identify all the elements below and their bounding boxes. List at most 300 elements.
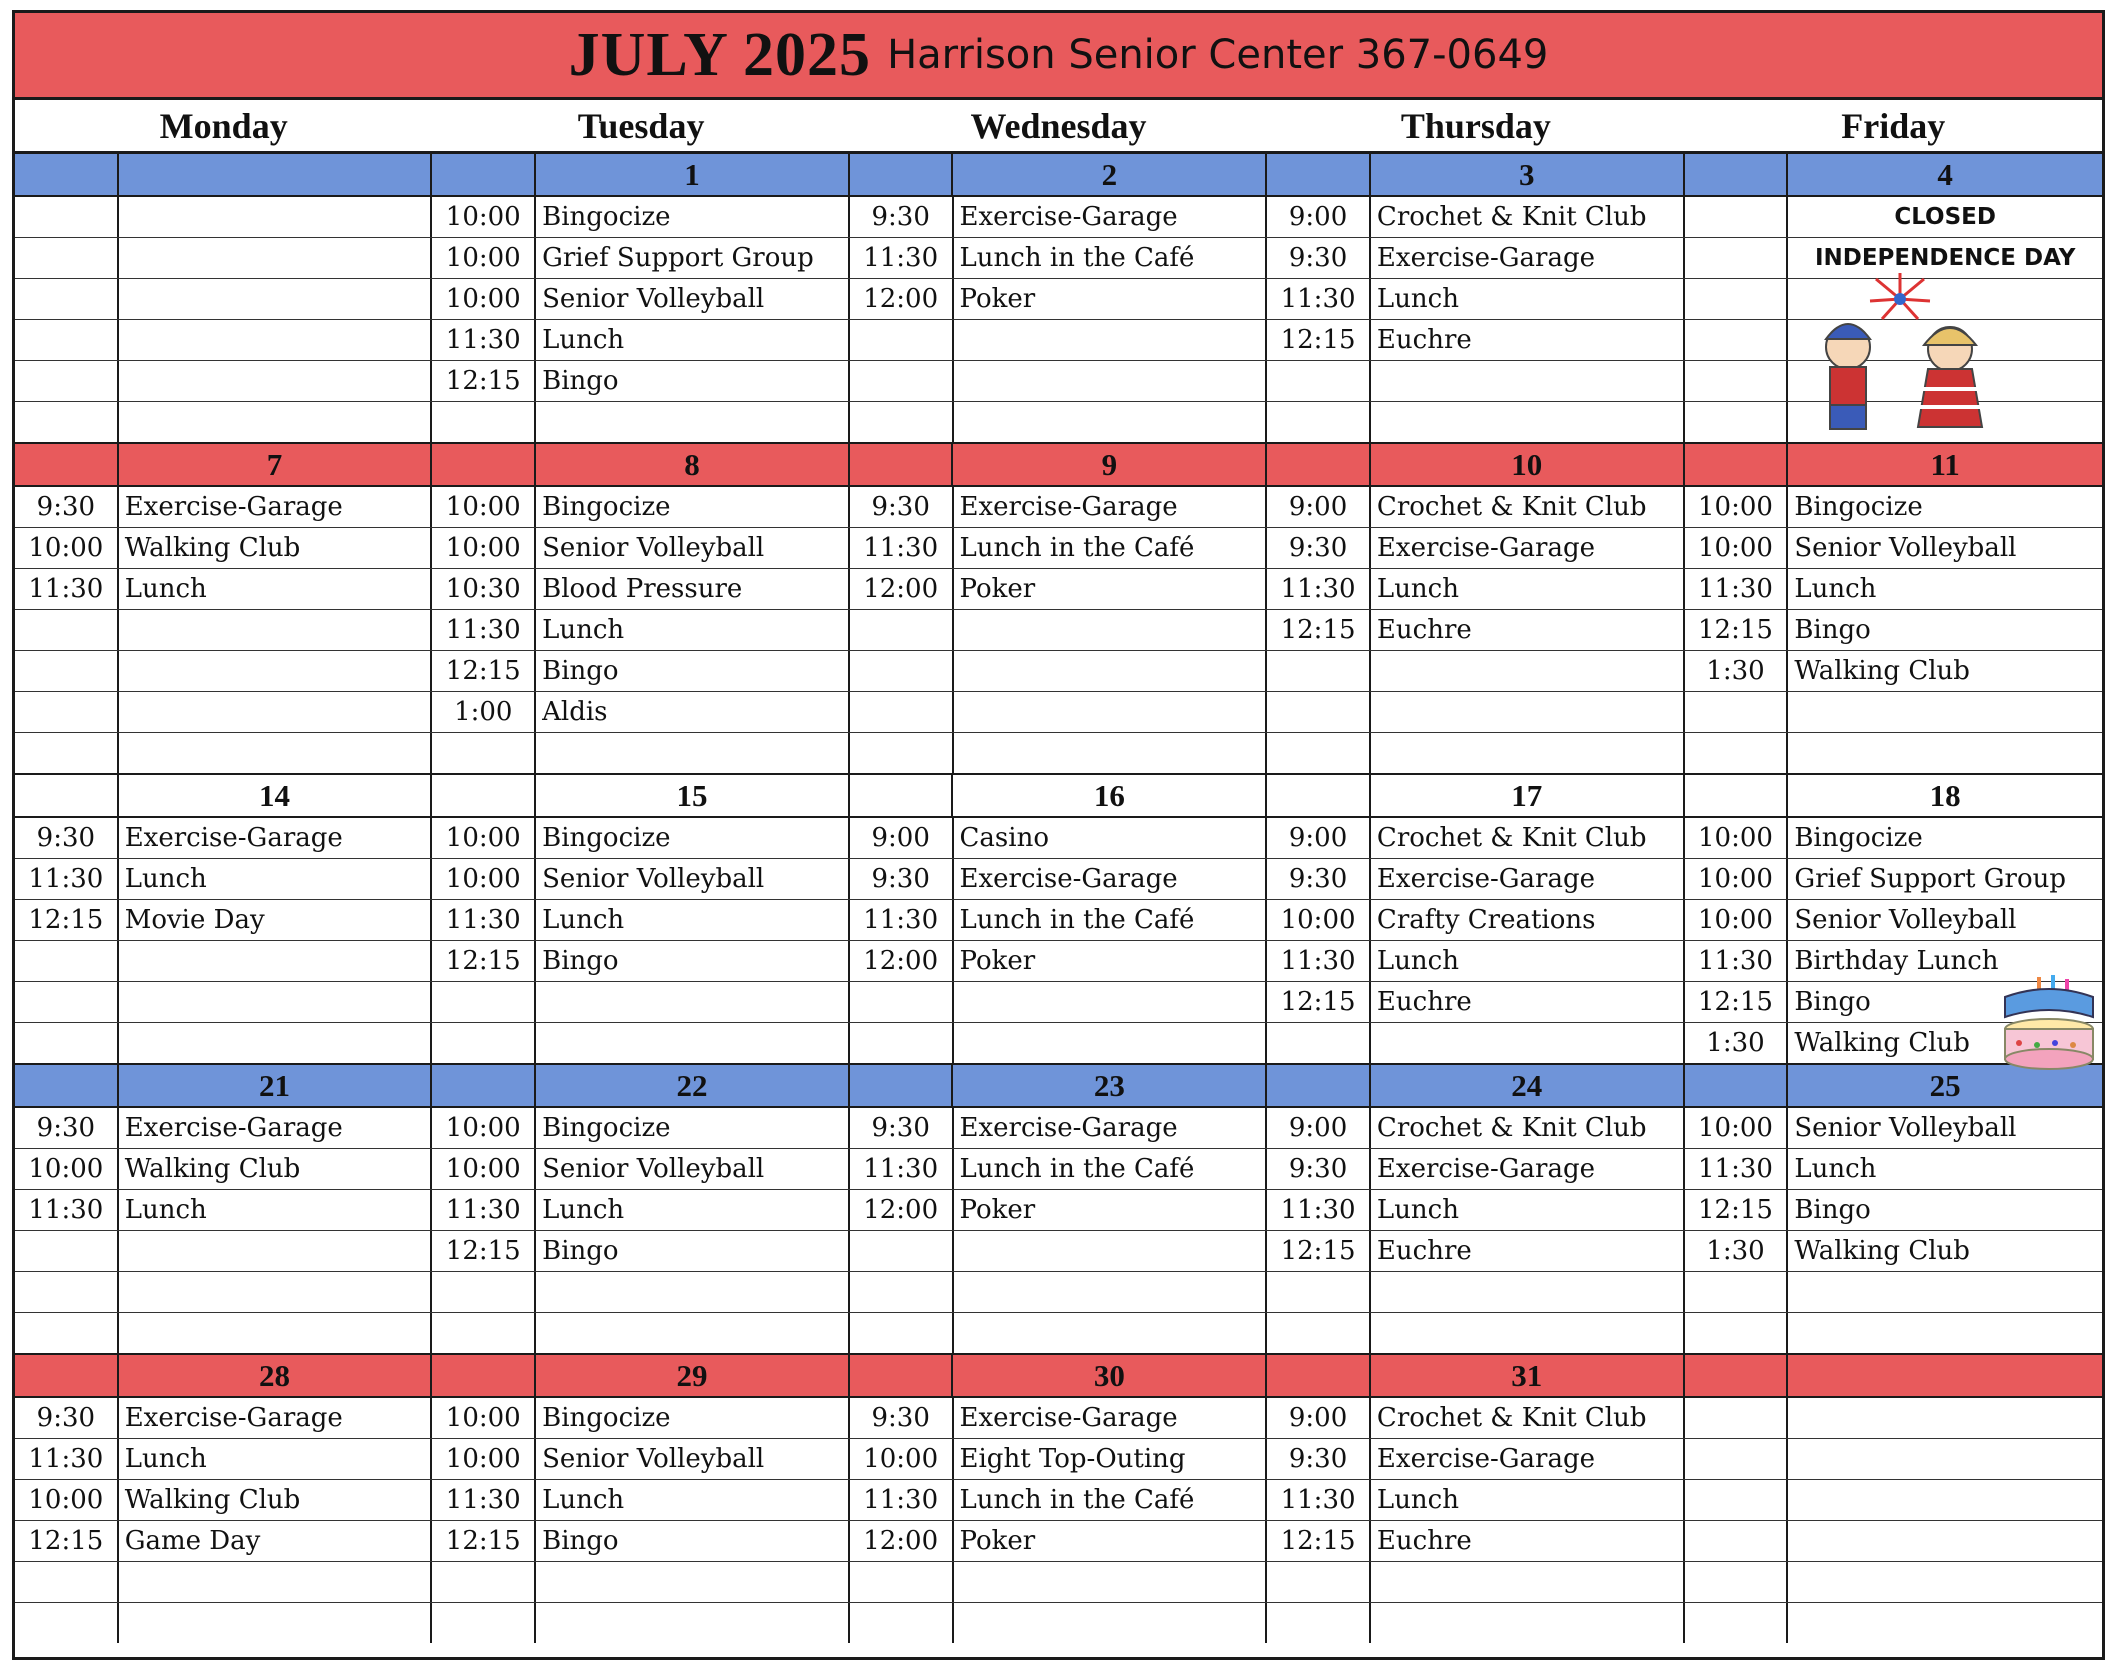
date-band-time-spacer [1267,444,1371,485]
schedule-row [15,1313,2102,1353]
event-activity-tuesday: Bingocize [536,487,850,527]
date-number: 24 [1371,1065,1685,1106]
event-time-monday [15,1603,119,1643]
date-number [1788,1355,2102,1396]
event-time-friday [1685,361,1789,401]
date-band-time-spacer [432,1355,536,1396]
schedule-row [15,487,2102,528]
event-time-thursday [1267,692,1371,732]
event-activity-monday [119,1231,433,1271]
date-number: 7 [119,444,433,485]
event-time-friday: 12:15 [1685,610,1789,650]
event-time-friday [1685,1562,1789,1602]
event-time-thursday: 11:30 [1267,569,1371,609]
event-time-monday [15,692,119,732]
event-time-wednesday: 11:30 [850,528,954,568]
event-time-monday [15,197,119,237]
event-time-thursday: 12:15 [1267,982,1371,1022]
event-activity-tuesday: Lunch [536,610,850,650]
event-time-wednesday: 9:30 [850,1398,954,1438]
event-time-monday [15,1231,119,1271]
event-activity-thursday [1371,1313,1685,1353]
event-time-friday: 10:00 [1685,900,1789,940]
event-time-tuesday: 11:30 [432,320,536,360]
event-activity-monday: Lunch [119,859,433,899]
event-activity-thursday: Euchre [1371,610,1685,650]
event-activity-wednesday [954,1562,1268,1602]
event-activity-wednesday: Lunch in the Café [954,1480,1268,1520]
event-time-thursday: 11:30 [1267,1480,1371,1520]
event-activity-friday [1788,1603,2102,1643]
event-activity-tuesday: Bingo [536,651,850,691]
date-number: 23 [953,1065,1267,1106]
event-time-monday: 12:15 [15,1521,119,1561]
event-time-wednesday: 12:00 [850,279,954,319]
event-activity-wednesday: Lunch in the Café [954,528,1268,568]
date-number: 17 [1371,775,1685,816]
event-activity-friday: Bingocize [1794,823,1923,853]
date-number: 30 [953,1355,1267,1396]
event-time-monday [15,982,119,1022]
event-activity-monday [119,733,433,773]
schedule-row [15,361,2102,402]
event-time-thursday: 9:00 [1267,1108,1371,1148]
event-time-monday: 10:00 [15,528,119,568]
event-time-monday [15,610,119,650]
schedule-row [15,569,2102,610]
birthday-cake-icon [1997,973,2101,1077]
weekday-header [15,100,2102,154]
schedule-row [15,197,2102,238]
schedule-row [15,692,2102,733]
event-activity-thursday [1371,1023,1685,1063]
event-activity-wednesday: Poker [954,941,1268,981]
event-activity-friday [1788,733,2102,773]
event-activity-thursday: Euchre [1371,1521,1685,1561]
event-time-wednesday [850,651,954,691]
event-activity-monday [119,197,433,237]
event-activity-wednesday [954,692,1268,732]
event-activity-thursday: Exercise-Garage [1371,859,1685,899]
event-activity-wednesday: Poker [954,1521,1268,1561]
event-time-wednesday [850,692,954,732]
event-time-wednesday: 12:00 [850,1190,954,1230]
event-activity-thursday: Lunch [1371,1480,1685,1520]
event-time-monday [15,279,119,319]
date-number: 2 [953,154,1267,195]
event-activity-thursday: Crafty Creations [1371,900,1685,940]
event-time-tuesday [432,1272,536,1312]
event-activity-thursday: Crochet & Knit Club [1371,1398,1685,1438]
event-activity-tuesday: Aldis [536,692,850,732]
event-time-thursday: 12:15 [1267,1521,1371,1561]
event-activity-friday: Walking Club [1794,1028,1970,1058]
date-number: 8 [536,444,850,485]
event-activity-friday: Bingocize [1794,492,1923,522]
event-activity-wednesday: Exercise-Garage [954,197,1268,237]
event-time-friday: 12:15 [1685,982,1789,1022]
event-activity-wednesday: Exercise-Garage [954,487,1268,527]
date-band-time-spacer [1685,444,1789,485]
event-activity-wednesday: Lunch in the Café [954,900,1268,940]
event-time-tuesday [432,982,536,1022]
event-time-monday: 11:30 [15,569,119,609]
event-time-wednesday [850,982,954,1022]
date-band-time-spacer [15,1355,119,1396]
event-time-wednesday [850,1603,954,1643]
event-activity-thursday: Euchre [1371,1231,1685,1271]
event-activity-tuesday: Bingocize [536,1108,850,1148]
event-time-monday: 11:30 [15,1439,119,1479]
event-activity-tuesday [536,1023,850,1063]
event-activity-monday: Lunch [119,1439,433,1479]
schedule-row [15,1439,2102,1480]
event-activity-tuesday: Senior Volleyball [536,1439,850,1479]
event-activity-tuesday: Lunch [536,900,850,940]
event-activity-wednesday [954,1313,1268,1353]
week-4 [15,1065,2102,1355]
event-time-monday [15,1023,119,1063]
event-time-tuesday: 10:00 [432,1439,536,1479]
event-activity-friday: Grief Support Group [1794,864,2066,894]
event-activity-friday [1788,1313,2102,1353]
event-time-friday [1685,1603,1789,1643]
event-time-friday [1685,1313,1789,1353]
date-number: 14 [119,775,433,816]
event-activity-friday: Senior Volleyball [1794,905,2017,935]
event-time-tuesday: 10:00 [432,1108,536,1148]
event-time-thursday: 9:30 [1267,528,1371,568]
event-time-tuesday: 12:15 [432,361,536,401]
closed-notice: CLOSED [1894,204,1996,230]
date-band [15,1065,2102,1108]
schedule-row [15,610,2102,651]
event-time-friday [1685,1480,1789,1520]
event-activity-thursday: Crochet & Knit Club [1371,818,1685,858]
event-time-tuesday [432,1562,536,1602]
date-band [15,1355,2102,1398]
event-activity-thursday: Lunch [1371,941,1685,981]
event-time-friday [1685,1521,1789,1561]
event-time-friday [1685,197,1789,237]
event-activity-monday: Lunch [119,1190,433,1230]
event-activity-thursday: Exercise-Garage [1371,1439,1685,1479]
event-time-thursday [1267,1313,1371,1353]
date-number: 25 [1929,1067,1961,1103]
event-time-friday: 12:15 [1685,1190,1789,1230]
date-band-time-spacer [1685,1355,1789,1396]
event-time-wednesday [850,1023,954,1063]
event-time-friday: 11:30 [1685,941,1789,981]
day-tuesday: Tuesday [577,105,705,146]
calendar-title-bar [15,13,2102,100]
event-time-thursday: 9:30 [1267,1439,1371,1479]
event-activity-friday: Birthday Lunch [1794,946,1999,976]
event-time-thursday: 12:15 [1267,610,1371,650]
event-time-thursday: 10:00 [1267,900,1371,940]
event-activity-thursday: Exercise-Garage [1371,528,1685,568]
event-time-tuesday [432,733,536,773]
event-time-monday [15,1313,119,1353]
event-time-thursday: 9:30 [1267,859,1371,899]
event-time-friday: 10:00 [1685,487,1789,527]
event-activity-monday: Game Day [119,1521,433,1561]
event-activity-friday [1788,1521,2102,1561]
date-band-time-spacer [1267,154,1371,195]
event-time-monday [15,651,119,691]
independence-day-kids-icon [1800,269,2000,439]
date-band-time-spacer [432,775,536,816]
event-time-wednesday: 9:30 [850,487,954,527]
event-time-friday: 1:30 [1685,1023,1789,1063]
event-activity-thursday: Lunch [1371,569,1685,609]
event-time-tuesday: 10:30 [432,569,536,609]
event-time-wednesday: 11:30 [850,238,954,278]
event-time-monday [15,941,119,981]
date-band-time-spacer [1685,775,1789,816]
event-activity-monday: Movie Day [119,900,433,940]
event-time-monday [15,1562,119,1602]
event-activity-tuesday: Bingo [536,1231,850,1271]
event-activity-wednesday [954,733,1268,773]
date-number: 29 [536,1355,850,1396]
event-time-wednesday: 11:30 [850,900,954,940]
event-time-tuesday [432,1313,536,1353]
event-time-friday [1685,1272,1789,1312]
schedule-row [15,1108,2102,1149]
date-band [15,154,2102,197]
event-activity-thursday [1371,1562,1685,1602]
event-time-tuesday: 11:30 [432,900,536,940]
event-time-tuesday: 10:00 [432,487,536,527]
schedule-row [15,818,2102,859]
event-time-monday [15,733,119,773]
schedule-row [15,1272,2102,1313]
event-time-tuesday: 12:15 [432,1521,536,1561]
event-time-monday: 11:30 [15,1190,119,1230]
event-time-friday: 10:00 [1685,528,1789,568]
event-activity-wednesday [954,1231,1268,1271]
event-time-tuesday: 10:00 [432,1398,536,1438]
event-time-tuesday: 12:15 [432,1231,536,1271]
date-band-time-spacer [850,1065,954,1106]
event-activity-wednesday [954,1603,1268,1643]
event-time-tuesday: 11:30 [432,610,536,650]
event-time-wednesday [850,361,954,401]
event-time-tuesday [432,402,536,442]
event-time-tuesday: 12:15 [432,941,536,981]
event-time-thursday: 12:15 [1267,320,1371,360]
event-time-thursday [1267,1562,1371,1602]
schedule-row [15,402,2102,442]
day-monday: Monday [159,105,288,146]
event-time-wednesday: 10:00 [850,1439,954,1479]
event-time-thursday: 9:00 [1267,487,1371,527]
date-number: 11 [1930,446,1960,482]
event-time-friday: 10:00 [1685,1108,1789,1148]
date-number: 15 [536,775,850,816]
event-activity-thursday: Lunch [1371,1190,1685,1230]
week-2 [15,444,2102,775]
event-activity-thursday: Exercise-Garage [1371,238,1685,278]
event-time-tuesday: 11:30 [432,1190,536,1230]
date-number: 10 [1371,444,1685,485]
schedule-row [15,1023,2102,1063]
event-activity-monday [119,361,433,401]
event-time-tuesday: 10:00 [432,197,536,237]
event-time-monday [15,361,119,401]
event-time-thursday [1267,402,1371,442]
event-time-thursday [1267,1023,1371,1063]
event-time-tuesday: 11:30 [432,1480,536,1520]
event-time-monday [15,1272,119,1312]
event-activity-wednesday: Exercise-Garage [954,1398,1268,1438]
event-time-monday: 9:30 [15,1108,119,1148]
event-time-wednesday [850,402,954,442]
event-activity-wednesday: Exercise-Garage [954,859,1268,899]
event-activity-wednesday [954,982,1268,1022]
event-activity-friday: Senior Volleyball [1794,1113,2017,1143]
event-activity-tuesday [536,733,850,773]
date-band-time-spacer [15,444,119,485]
event-time-wednesday [850,1231,954,1271]
event-time-monday: 9:30 [15,487,119,527]
event-activity-wednesday: Poker [954,1190,1268,1230]
schedule-row [15,1480,2102,1521]
schedule-row [15,1398,2102,1439]
event-activity-tuesday [536,1562,850,1602]
event-activity-tuesday [536,402,850,442]
event-activity-monday [119,1272,433,1312]
schedule-row [15,1149,2102,1190]
event-time-tuesday: 10:00 [432,279,536,319]
day-wednesday: Wednesday [970,105,1147,146]
schedule-row [15,320,2102,361]
event-activity-monday [119,238,433,278]
date-band-time-spacer [1685,154,1789,195]
event-time-tuesday: 1:00 [432,692,536,732]
event-time-monday [15,238,119,278]
date-band-time-spacer [1685,1065,1789,1106]
event-time-tuesday: 12:15 [432,651,536,691]
event-time-friday [1685,320,1789,360]
event-time-monday [15,402,119,442]
event-activity-monday [119,692,433,732]
event-activity-monday: Exercise-Garage [119,1398,433,1438]
date-band-time-spacer [15,154,119,195]
event-time-wednesday: 12:00 [850,569,954,609]
event-time-friday [1685,733,1789,773]
schedule-row [15,651,2102,692]
event-activity-monday [119,982,433,1022]
event-activity-thursday [1371,1603,1685,1643]
event-time-thursday: 11:30 [1267,279,1371,319]
event-activity-monday [119,941,433,981]
event-activity-tuesday: Bingocize [536,818,850,858]
event-activity-friday: Senior Volleyball [1794,533,2017,563]
date-number: 1 [536,154,850,195]
date-band-time-spacer [15,1065,119,1106]
event-activity-wednesday: Lunch in the Café [954,238,1268,278]
event-time-wednesday [850,1562,954,1602]
event-activity-friday [1788,1439,2102,1479]
schedule-row [15,859,2102,900]
event-activity-wednesday [954,320,1268,360]
event-time-wednesday: 9:30 [850,1108,954,1148]
event-activity-friday [1788,1562,2102,1602]
event-time-monday: 12:15 [15,900,119,940]
event-activity-thursday: Euchre [1371,320,1685,360]
date-band [15,444,2102,487]
event-time-monday: 9:30 [15,1398,119,1438]
event-time-wednesday: 9:00 [850,818,954,858]
event-time-monday [15,320,119,360]
date-band-time-spacer [850,1355,954,1396]
event-activity-monday [119,279,433,319]
event-activity-thursday: Crochet & Knit Club [1371,1108,1685,1148]
schedule-row [15,1521,2102,1562]
event-time-friday [1685,1398,1789,1438]
schedule-row [15,941,2102,982]
event-time-wednesday: 9:30 [850,859,954,899]
schedule-row [15,900,2102,941]
date-number: 4 [1937,156,1953,192]
event-activity-wednesday [954,402,1268,442]
date-band-time-spacer [850,444,954,485]
event-activity-tuesday: Senior Volleyball [536,1149,850,1189]
date-band-time-spacer [15,775,119,816]
event-activity-monday: Exercise-Garage [119,1108,433,1148]
event-time-wednesday [850,610,954,650]
event-time-tuesday: 10:00 [432,818,536,858]
event-time-thursday [1267,651,1371,691]
event-activity-tuesday [536,982,850,1022]
date-band-time-spacer [432,1065,536,1106]
event-activity-tuesday: Senior Volleyball [536,859,850,899]
event-time-tuesday: 10:00 [432,238,536,278]
week-5 [15,1355,2102,1643]
event-activity-wednesday: Poker [954,279,1268,319]
event-activity-wednesday [954,1023,1268,1063]
event-activity-tuesday: Bingo [536,361,850,401]
event-time-thursday [1267,733,1371,773]
event-time-monday: 11:30 [15,859,119,899]
event-activity-thursday [1371,651,1685,691]
event-activity-thursday: Exercise-Garage [1371,1149,1685,1189]
date-number: 22 [536,1065,850,1106]
event-activity-wednesday [954,361,1268,401]
event-time-friday: 10:00 [1685,859,1789,899]
event-activity-tuesday: Bingo [536,1521,850,1561]
day-thursday: Thursday [1400,105,1551,146]
event-activity-friday: Walking Club [1794,1236,1970,1266]
schedule-row [15,1603,2102,1643]
event-time-thursday: 9:00 [1267,1398,1371,1438]
event-time-thursday: 9:30 [1267,1149,1371,1189]
event-activity-wednesday: Exercise-Garage [954,1108,1268,1148]
event-time-thursday: 9:30 [1267,238,1371,278]
event-activity-thursday [1371,361,1685,401]
event-activity-thursday [1371,733,1685,773]
event-activity-thursday [1371,402,1685,442]
event-activity-tuesday: Lunch [536,320,850,360]
day-friday: Friday [1841,105,1946,146]
date-band-time-spacer [432,154,536,195]
event-time-thursday [1267,1603,1371,1643]
date-band-time-spacer [432,444,536,485]
event-time-friday: 10:00 [1685,818,1789,858]
event-time-wednesday: 12:00 [850,941,954,981]
